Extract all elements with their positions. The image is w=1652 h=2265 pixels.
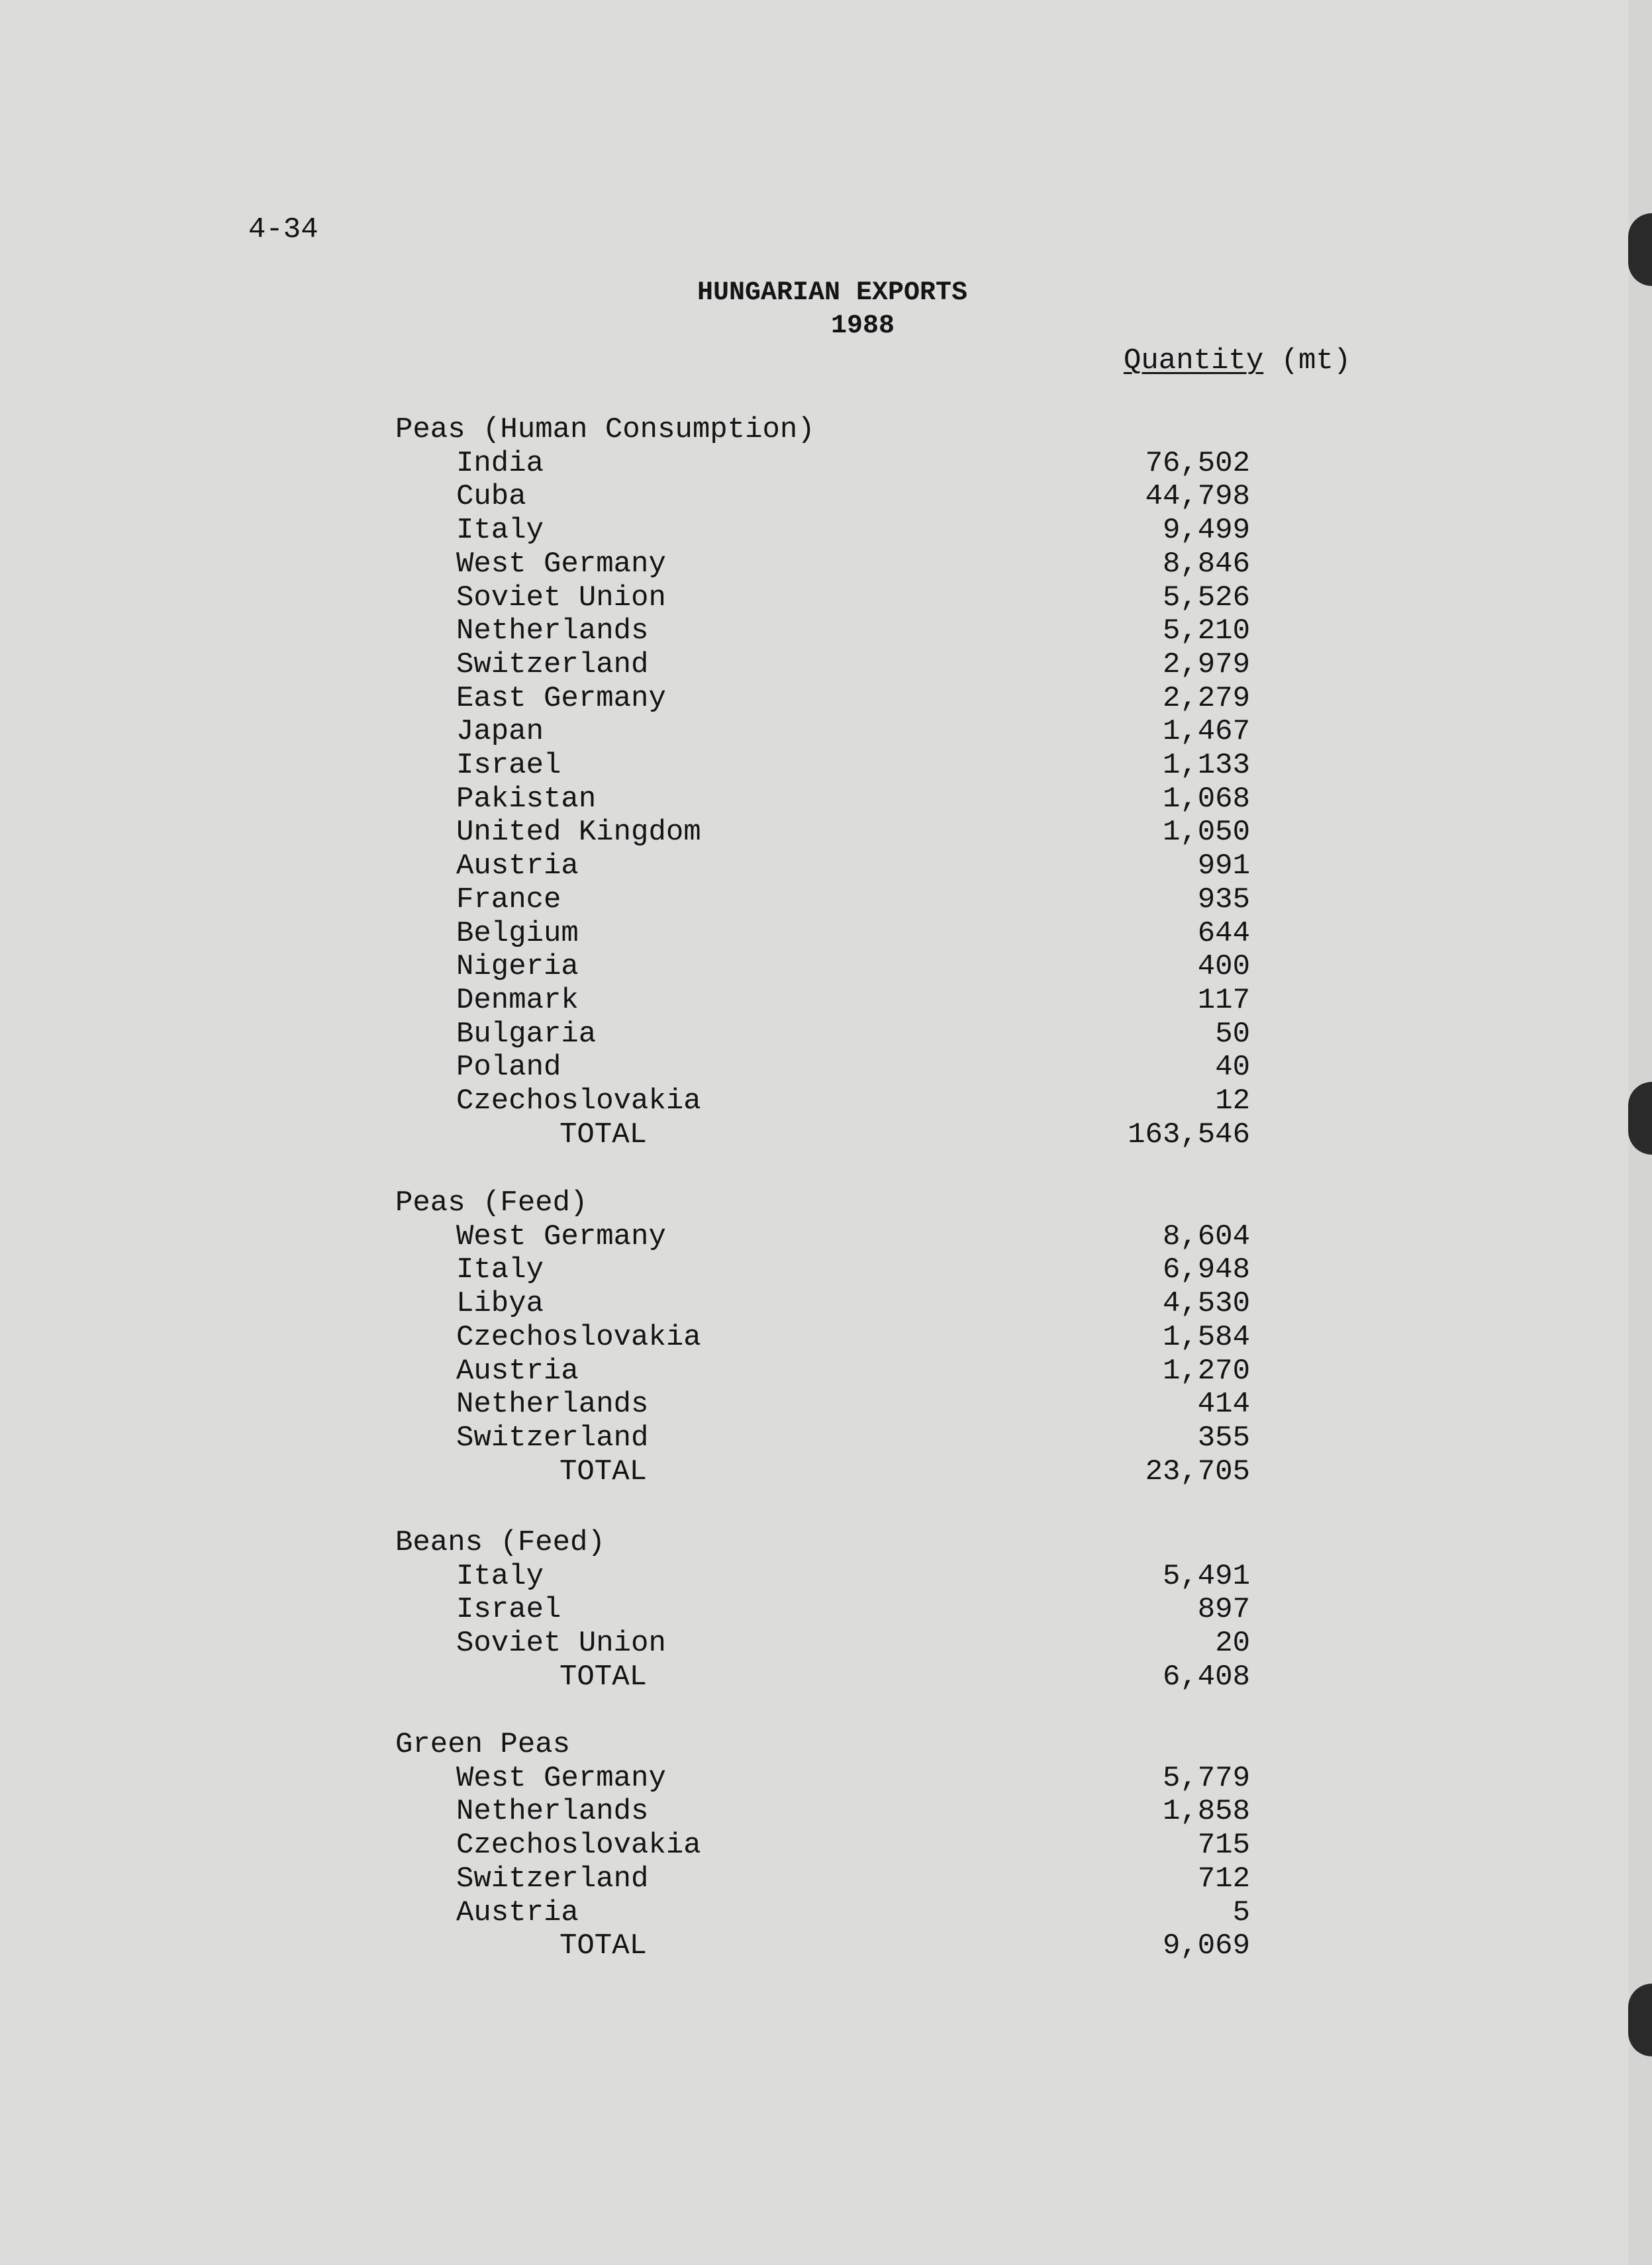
country-name: Bulgaria bbox=[456, 1017, 597, 1051]
binder-hole-top bbox=[1628, 213, 1652, 286]
country-name: Soviet Union bbox=[456, 1627, 666, 1661]
quantity-column-header bbox=[1124, 344, 1351, 377]
country-name: Netherlands bbox=[456, 1795, 649, 1829]
total-value: 9,069 bbox=[1162, 1929, 1250, 1963]
country-name: East Germany bbox=[456, 681, 666, 715]
country-name: United Kingdom bbox=[456, 816, 701, 849]
quantity-value: 1,584 bbox=[1162, 1320, 1250, 1354]
quantity-value: 2,279 bbox=[1162, 681, 1250, 715]
quantity-value: 5,779 bbox=[1162, 1761, 1250, 1795]
country-name: India bbox=[456, 446, 544, 480]
quantity-value: 5 bbox=[1232, 1896, 1250, 1929]
country-name: Israel bbox=[456, 749, 561, 782]
total-label: TOTAL bbox=[559, 1455, 648, 1488]
country-name: Italy bbox=[456, 1253, 544, 1287]
section-heading: Green Peas bbox=[395, 1728, 571, 1761]
country-name: Japan bbox=[456, 715, 544, 749]
total-label: TOTAL bbox=[559, 1660, 648, 1694]
quantity-value: 20 bbox=[1215, 1627, 1250, 1661]
total-value: 163,546 bbox=[1128, 1118, 1250, 1151]
page-number: 4-34 bbox=[248, 213, 318, 246]
quantity-header-unit: (mt) bbox=[1263, 344, 1351, 377]
quantity-value: 2,979 bbox=[1162, 648, 1250, 681]
country-name: West Germany bbox=[456, 1761, 666, 1795]
country-name: Switzerland bbox=[456, 648, 649, 681]
quantity-value: 1,270 bbox=[1162, 1354, 1250, 1388]
section-heading: Peas (Human Consumption) bbox=[395, 413, 815, 446]
country-name: Italy bbox=[456, 1559, 544, 1593]
quantity-value: 5,526 bbox=[1162, 581, 1250, 614]
binder-hole-middle bbox=[1628, 1082, 1652, 1155]
quantity-value: 1,050 bbox=[1162, 816, 1250, 849]
country-name: Netherlands bbox=[456, 1388, 649, 1422]
quantity-value: 400 bbox=[1197, 950, 1250, 984]
quantity-value: 44,798 bbox=[1145, 480, 1250, 514]
country-name: Soviet Union bbox=[456, 581, 666, 614]
quantity-value: 414 bbox=[1197, 1388, 1250, 1422]
country-name: Czechoslovakia bbox=[456, 1084, 701, 1118]
total-value: 6,408 bbox=[1162, 1660, 1250, 1694]
country-name: West Germany bbox=[456, 547, 666, 581]
quantity-value: 4,530 bbox=[1162, 1287, 1250, 1321]
quantity-value: 117 bbox=[1197, 983, 1250, 1017]
quantity-value: 5,210 bbox=[1162, 614, 1250, 648]
quantity-value: 991 bbox=[1197, 849, 1250, 883]
quantity-value: 8,846 bbox=[1162, 547, 1250, 581]
quantity-value: 40 bbox=[1215, 1051, 1250, 1084]
country-name: Netherlands bbox=[456, 614, 649, 648]
country-name: West Germany bbox=[456, 1220, 666, 1253]
country-name: Nigeria bbox=[456, 950, 579, 984]
quantity-value: 644 bbox=[1197, 916, 1250, 950]
section-heading: Peas (Feed) bbox=[395, 1186, 588, 1220]
document-title: HUNGARIAN EXPORTS bbox=[697, 278, 968, 308]
country-name: Libya bbox=[456, 1287, 544, 1321]
quantity-value: 715 bbox=[1197, 1829, 1250, 1862]
quantity-value: 8,604 bbox=[1162, 1220, 1250, 1253]
quantity-value: 355 bbox=[1197, 1421, 1250, 1455]
document-year: 1988 bbox=[831, 311, 895, 341]
quantity-value: 1,467 bbox=[1162, 715, 1250, 749]
quantity-value: 76,502 bbox=[1145, 446, 1250, 480]
country-name: Pakistan bbox=[456, 782, 597, 816]
binder-hole-bottom bbox=[1628, 1984, 1652, 2056]
total-label: TOTAL bbox=[559, 1929, 648, 1963]
quantity-value: 6,948 bbox=[1162, 1253, 1250, 1287]
country-name: Poland bbox=[456, 1051, 561, 1084]
country-name: Czechoslovakia bbox=[456, 1829, 701, 1862]
section-heading: Beans (Feed) bbox=[395, 1526, 605, 1559]
country-name: Cuba bbox=[456, 480, 526, 514]
quantity-value: 897 bbox=[1197, 1593, 1250, 1627]
total-label: TOTAL bbox=[559, 1118, 648, 1151]
quantity-value: 935 bbox=[1197, 883, 1250, 916]
quantity-value: 712 bbox=[1197, 1862, 1250, 1896]
country-name: Italy bbox=[456, 514, 544, 548]
country-name: Austria bbox=[456, 1354, 579, 1388]
country-name: Switzerland bbox=[456, 1421, 649, 1455]
country-name: Belgium bbox=[456, 916, 579, 950]
quantity-value: 1,068 bbox=[1162, 782, 1250, 816]
country-name: Czechoslovakia bbox=[456, 1320, 701, 1354]
quantity-value: 12 bbox=[1215, 1084, 1250, 1118]
quantity-value: 50 bbox=[1215, 1017, 1250, 1051]
quantity-value: 1,858 bbox=[1162, 1795, 1250, 1829]
country-name: Switzerland bbox=[456, 1862, 649, 1896]
country-name: France bbox=[456, 883, 561, 916]
country-name: Austria bbox=[456, 1896, 579, 1929]
country-name: Denmark bbox=[456, 983, 579, 1017]
country-name: Israel bbox=[456, 1593, 561, 1627]
country-name: Austria bbox=[456, 849, 579, 883]
total-value: 23,705 bbox=[1145, 1455, 1250, 1488]
quantity-value: 9,499 bbox=[1162, 514, 1250, 548]
quantity-value: 5,491 bbox=[1162, 1559, 1250, 1593]
quantity-header-label: Quantity bbox=[1124, 344, 1264, 377]
quantity-value: 1,133 bbox=[1162, 749, 1250, 782]
